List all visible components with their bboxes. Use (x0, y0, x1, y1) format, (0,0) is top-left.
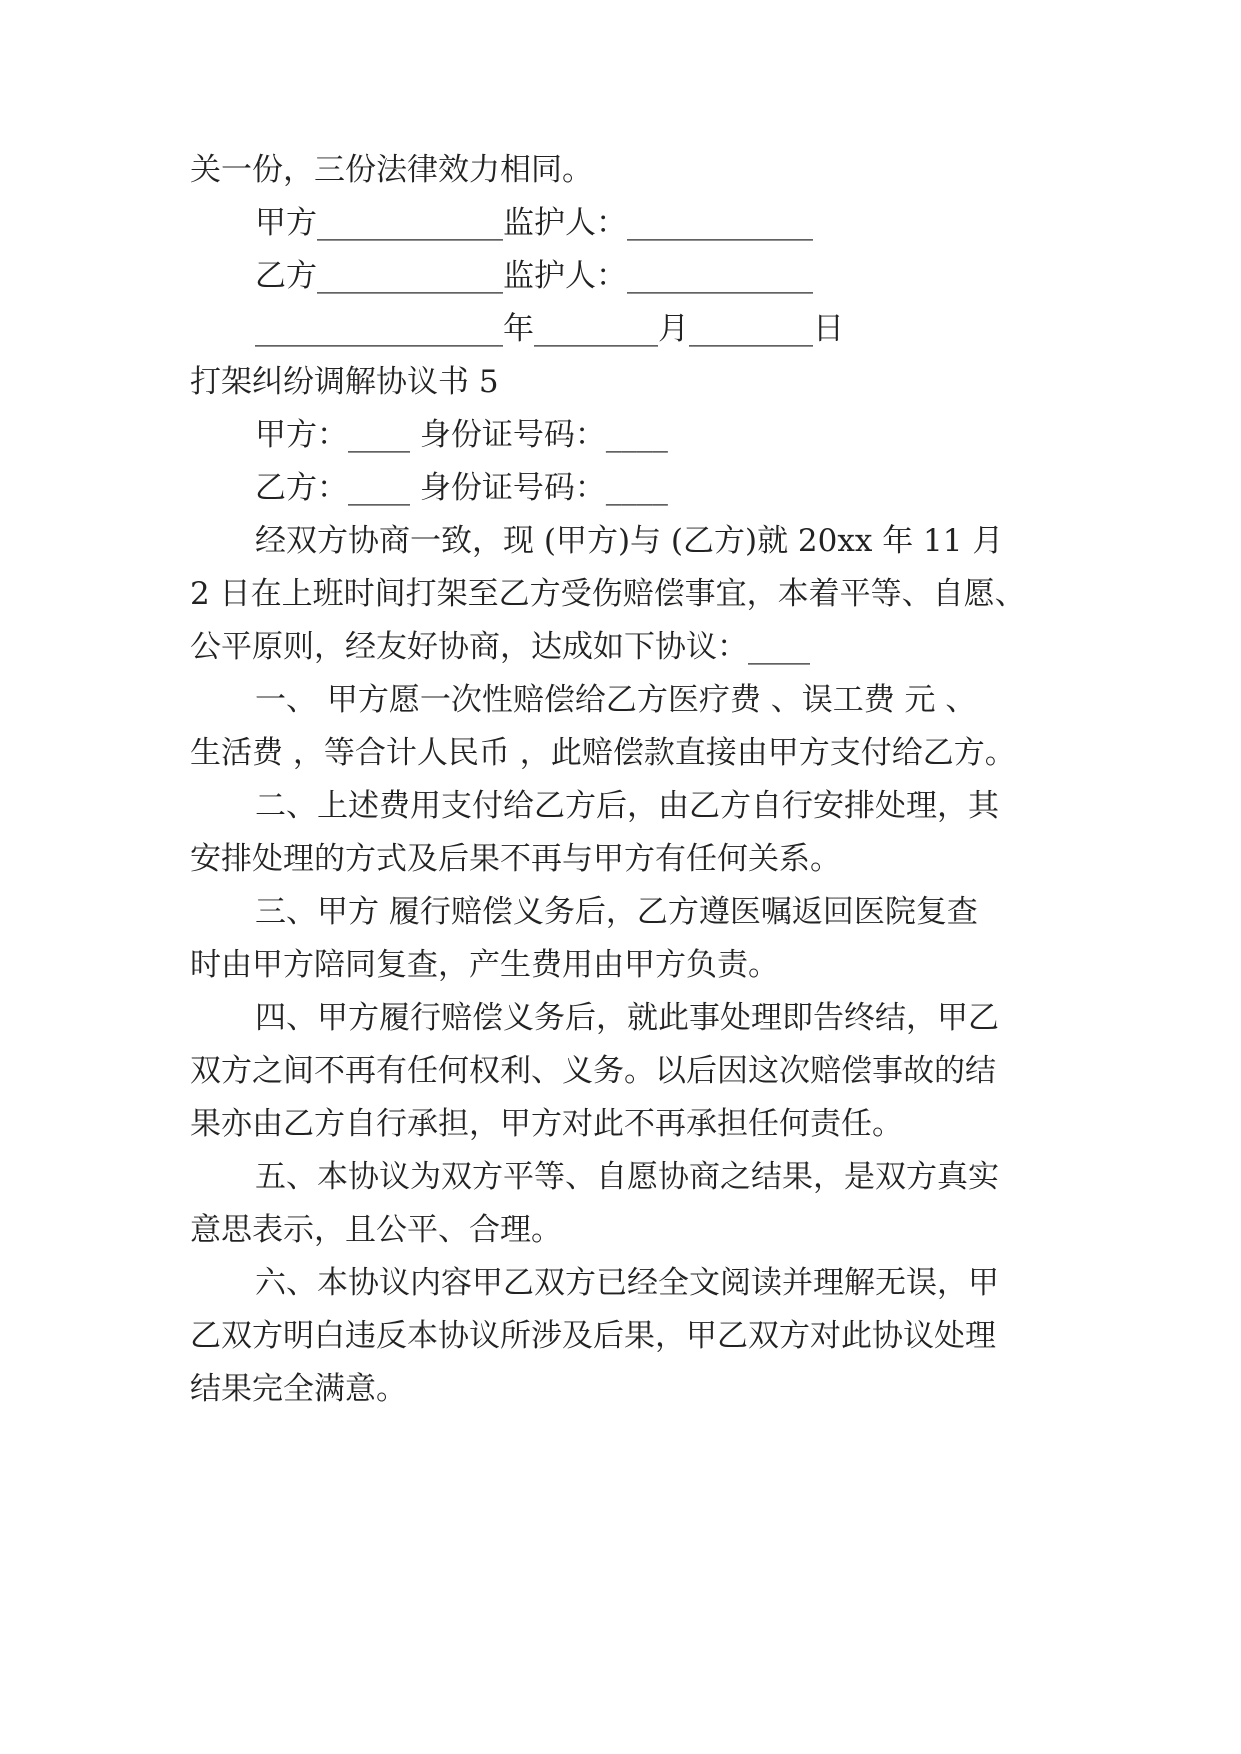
party-a-guardian-line: 甲方____________监护人：____________ (255, 205, 813, 241)
clause-5-line-2: 意思表示，且公平、合理。 (190, 1212, 562, 1248)
paragraph-intro-line-1: 经双方协商一致，现 (甲方)与 (乙方)就 20xx 年 11 月 (255, 523, 1004, 559)
section-title: 打架纠纷调解协议书 5 (190, 364, 499, 400)
clause-4-line-1: 四、甲方履行赔偿义务后，就此事处理即告终结，甲乙 (255, 1000, 999, 1036)
clause-4-line-3: 果亦由乙方自行承担，甲方对此不再承担任何责任。 (190, 1106, 903, 1142)
clause-3-line-1: 三、甲方 履行赔偿义务后，乙方遵医嘱返回医院复查 (255, 894, 978, 930)
clause-2-line-2: 安排处理的方式及后果不再与甲方有任何关系。 (190, 841, 841, 877)
clause-2-line-1: 二、上述费用支付给乙方后，由乙方自行安排处理，其 (255, 788, 999, 824)
clause-3-line-2: 时由甲方陪同复查，产生费用由甲方负责。 (190, 947, 779, 983)
party-b-id-line: 乙方：____ 身份证号码：____ (255, 470, 668, 506)
date-line: ________________年________月________日 (255, 311, 844, 347)
clause-6-line-3: 结果完全满意。 (190, 1371, 407, 1407)
clause-1-line-2: 生活费 ，等合计人民币 ，此赔偿款直接由甲方支付给乙方。 (190, 735, 1016, 771)
clause-4-line-2: 双方之间不再有任何权利、义务。以后因这次赔偿事故的结 (190, 1053, 996, 1089)
paragraph-intro-line-2: 2 日在上班时间打架至乙方受伤赔偿事宜，本着平等、自愿、 (190, 576, 1026, 612)
text-line-closing: 关一份，三份法律效力相同。 (190, 152, 593, 188)
clause-6-line-2: 乙双方明白违反本协议所涉及后果，甲乙双方对此协议处理 (190, 1318, 996, 1354)
party-b-guardian-line: 乙方____________监护人：____________ (255, 258, 813, 294)
party-a-id-line: 甲方：____ 身份证号码：____ (255, 417, 668, 453)
paragraph-intro-line-3: 公平原则，经友好协商，达成如下协议：____ (190, 629, 810, 665)
clause-6-line-1: 六、本协议内容甲乙双方已经全文阅读并理解无误，甲 (255, 1265, 999, 1301)
clause-5-line-1: 五、本协议为双方平等、自愿协商之结果，是双方真实 (255, 1159, 999, 1195)
clause-1-line-1: 一、 甲方愿一次性赔偿给乙方医疗费 、误工费 元 、 (255, 682, 977, 718)
